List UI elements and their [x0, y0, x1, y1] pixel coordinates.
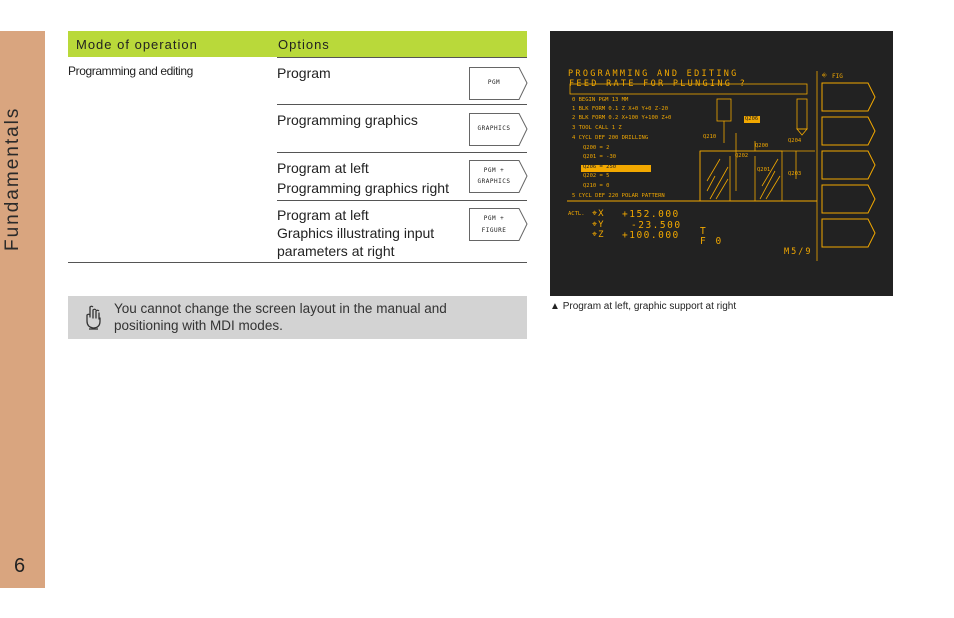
option-text: Program at left	[277, 160, 369, 176]
triangle-up-icon: ▲	[550, 301, 560, 312]
header-mode: Mode of operation	[76, 37, 198, 52]
modes-table	[68, 31, 527, 259]
program-line: Q202 = 5	[583, 173, 610, 179]
figure-label: Q204	[788, 138, 802, 144]
fig-label: FIG	[832, 73, 843, 80]
figure-label: Q210	[703, 134, 717, 140]
control-screen	[550, 31, 893, 296]
option-text: Programming graphics	[277, 112, 418, 128]
header-options: Options	[278, 37, 330, 52]
program-line: 4 CYCL DEF 200 DRILLING	[572, 135, 649, 141]
mode-cell: Programming and editing	[68, 64, 193, 78]
softkey-label: PGM +	[483, 215, 505, 222]
softkey-label: FIGURE	[481, 227, 507, 234]
figure-label: Q203	[788, 171, 802, 177]
program-line: 1 BLK FORM 0.1 Z X+0 Y+0 Z-20	[572, 106, 669, 112]
page-number: 6	[14, 555, 26, 577]
softkey-pgm[interactable]	[469, 67, 527, 99]
enter-icon: ⎆	[822, 72, 827, 79]
figure-label: Q201	[757, 167, 771, 173]
option-row	[277, 153, 527, 201]
axis-value: +152.000	[622, 209, 680, 220]
program-line: Q201 = -30	[583, 154, 617, 160]
axis-icon: ⌖	[592, 230, 599, 240]
screen-title: PROGRAMMING AND EDITING	[568, 69, 739, 79]
figure-label: Q202	[735, 153, 749, 159]
pointing-hand-icon	[82, 305, 104, 336]
program-line: Q200 = 2	[583, 145, 610, 151]
program-line: Q210 = 0	[583, 183, 610, 189]
option-text: Programming graphics right	[277, 180, 449, 196]
axis-icon: ⌖	[592, 209, 599, 219]
softkey-label: GRAPHICS	[477, 178, 511, 185]
program-line-selected: Q206 = 250	[583, 164, 617, 170]
axis-name: Y	[598, 220, 605, 230]
axis-icon: ⌖	[592, 220, 599, 230]
figure-caption	[550, 301, 736, 312]
figure-label: Q206	[745, 116, 759, 122]
softkey-label: PGM	[487, 79, 501, 86]
section-tab	[0, 31, 45, 588]
softkey-pgm-figure[interactable]	[469, 208, 527, 240]
options-column	[277, 57, 527, 263]
option-text: Program	[277, 65, 331, 81]
softkey-label: GRAPHICS	[477, 125, 511, 132]
feed-readout: F 0	[700, 236, 724, 247]
option-row	[277, 57, 527, 105]
note-box	[68, 296, 527, 339]
axis-value: -23.500	[631, 220, 682, 231]
option-text: Program at left	[277, 207, 369, 223]
program-line: 2 BLK FORM 0.2 X+100 Y+100 Z+0	[572, 115, 672, 121]
option-text: Graphics illustrating input parameters at right	[277, 225, 435, 259]
tool-readout: T	[700, 226, 706, 237]
program-line: 0 BEGIN PGM 13 MM	[572, 97, 629, 103]
program-line: 5 CYCL DEF 220 POLAR PATTERN	[572, 193, 665, 199]
axis-name: Z	[598, 230, 605, 240]
table-bottom-rule	[68, 262, 527, 263]
note-text: You cannot change the screen layout in the manual and positioning with MDI modes.	[114, 301, 447, 333]
misc-readout: M5/9	[784, 247, 813, 257]
axis-name: X	[598, 209, 605, 219]
option-row	[277, 201, 527, 263]
softkey-pgm-graphics[interactable]	[469, 160, 527, 192]
actl-label: ACTL.	[568, 211, 585, 217]
figure-label: Q200	[755, 143, 769, 149]
softkey-graphics[interactable]	[469, 113, 527, 145]
screen-prompt: FEED RATE FOR PLUNGING ?	[569, 79, 748, 89]
section-title: Fundamentals	[2, 106, 23, 251]
program-line: 3 TOOL CALL 1 Z	[572, 125, 622, 131]
caption-text: Program at left, graphic support at right	[562, 301, 737, 312]
option-row	[277, 105, 527, 153]
table-header	[68, 31, 527, 57]
softkey-label: PGM +	[483, 167, 505, 174]
axis-value: +100.000	[622, 230, 680, 241]
